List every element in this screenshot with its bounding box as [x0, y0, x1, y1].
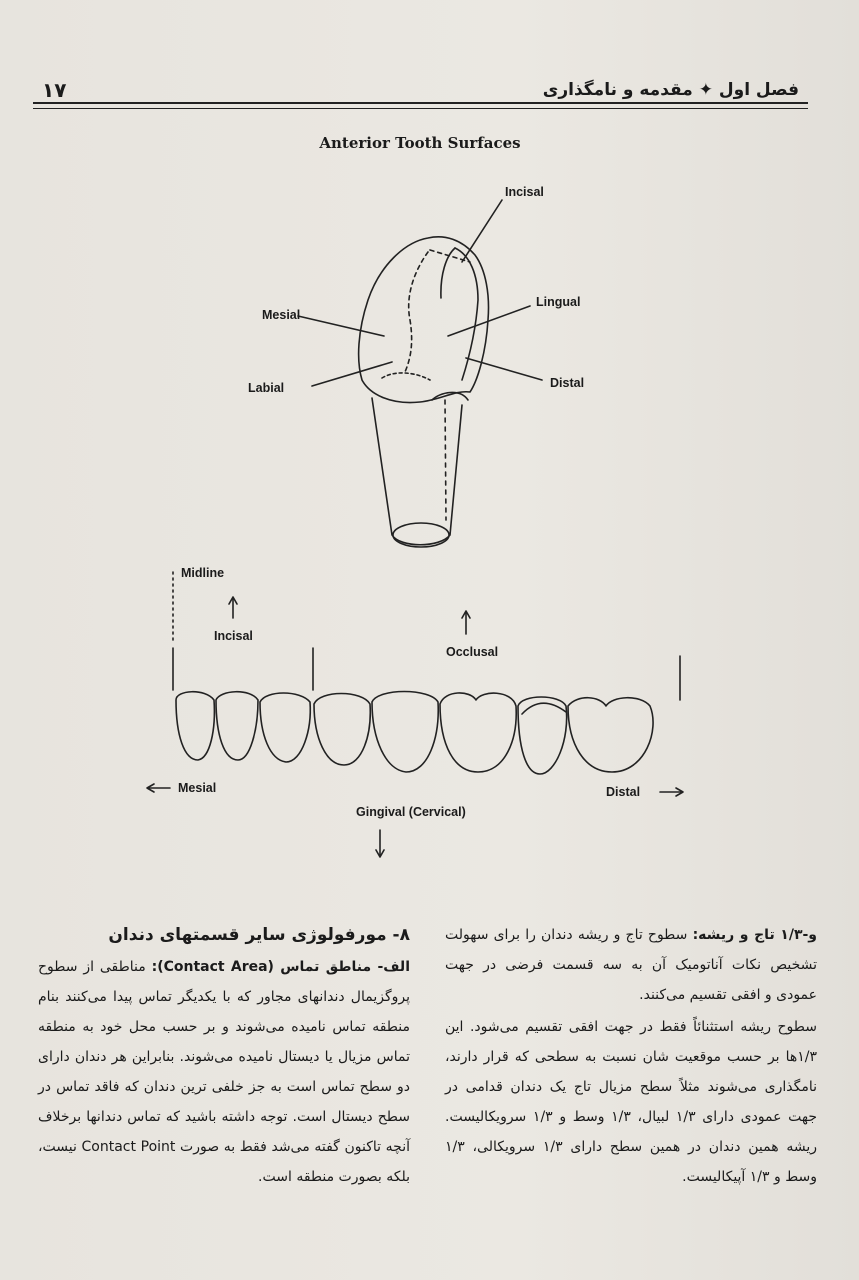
- label-occlusal: Occlusal: [446, 645, 499, 659]
- paragraph-root-division: سطوح ریشه استثنائاً فقط در جهت افقی تقسیم می‌شود. این ۱/۳ها بر حسب موقعیت شان نسبت به سطحی که قرار دارند، نامگذاری می‌شوند مثلاً سطح مزیال تاج یک دندان قدامی در جهت عمودی دارای ۱/۳ لبیال، ۱/۳ وسط و ۱/۳ سرویکالیست. ریشه همین دندان در همین سطح دارای ۱/۳ سرویکالی، ۱/۳ وسط و ۱/۳ آپیکالیست.: [445, 1019, 818, 1185]
- section-heading: ۸- مورفولوژی سایر قسمتهای دندان: [108, 925, 410, 945]
- label-distal: Distal: [550, 376, 585, 390]
- text-column-right: [445, 920, 817, 1194]
- label-lingual: Lingual: [536, 295, 581, 309]
- label-mesial: Mesial: [262, 308, 301, 322]
- label-incisal-row: Incisal: [214, 629, 253, 643]
- label-midline: Midline: [181, 566, 225, 580]
- chapter-title: فصل اول ✦ مقدمه و نامگذاری: [542, 80, 799, 100]
- page-number: ۱۷: [42, 78, 67, 102]
- heading-crown-root: و-۱/۳ تاج و ریشه:: [692, 927, 817, 943]
- paragraph-contact-area-text: مناطقی از سطوح پروگزیمال دندانهای مجاور که با یکدیگر تماس پیدا می‌کنند بنام منطقه تماس نامیده می‌شوند و بر حسب محل خود به منطقه تماس مزیال یا دیستال نامیده می‌شوند. بنابراین هر دندان دارای دو سطح تماس است به جز خلفی ترین دندان که فاقد تماس در سطح دیستال است. توجه داشته باشید که تماس دندانها برخلاف آنچه تاکنون گفته می‌شد فقط به صورت Contact Point نیست، بلکه بصورت منطقه است.: [38, 959, 410, 1185]
- paragraph-crown-root-text: سطوح تاج و ریشه دندان را برای سهولت تشخیص نکات آناتومیک آن به سه قسمت فرضی در جهت عمودی و افقی تقسیم می‌کنند.: [445, 927, 817, 1003]
- figure-title: Anterior Tooth Surfaces: [319, 134, 521, 152]
- subheading-contact-area: الف- مناطق تماس (Contact Area):: [151, 959, 410, 975]
- text-column-left: [38, 920, 410, 1194]
- label-gingival: Gingival (Cervical): [356, 805, 466, 819]
- label-mesial-row: Mesial: [178, 781, 217, 795]
- paragraph-contact-area: [38, 952, 410, 1192]
- paragraph-crown-root: [445, 920, 817, 1010]
- label-labial: Labial: [248, 381, 285, 395]
- label-distal-row: Distal: [606, 785, 641, 799]
- label-incisal: Incisal: [505, 185, 544, 199]
